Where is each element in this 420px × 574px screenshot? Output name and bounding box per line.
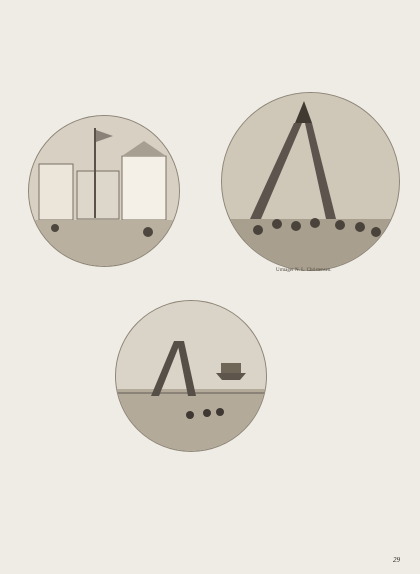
photo-harbor (115, 300, 267, 452)
town-square-illustration (29, 116, 179, 266)
harbor-illustration (116, 301, 266, 451)
photo-2-caption: Urmager N. L. Christensen. (276, 268, 332, 273)
page-number: 29 (393, 556, 400, 564)
left-column-bottom (25, 448, 206, 564)
left-column-top (25, 12, 206, 112)
photo-bird-shooting (221, 92, 400, 271)
bird-shooting-illustration (222, 93, 399, 270)
photo-town-square (28, 115, 180, 267)
